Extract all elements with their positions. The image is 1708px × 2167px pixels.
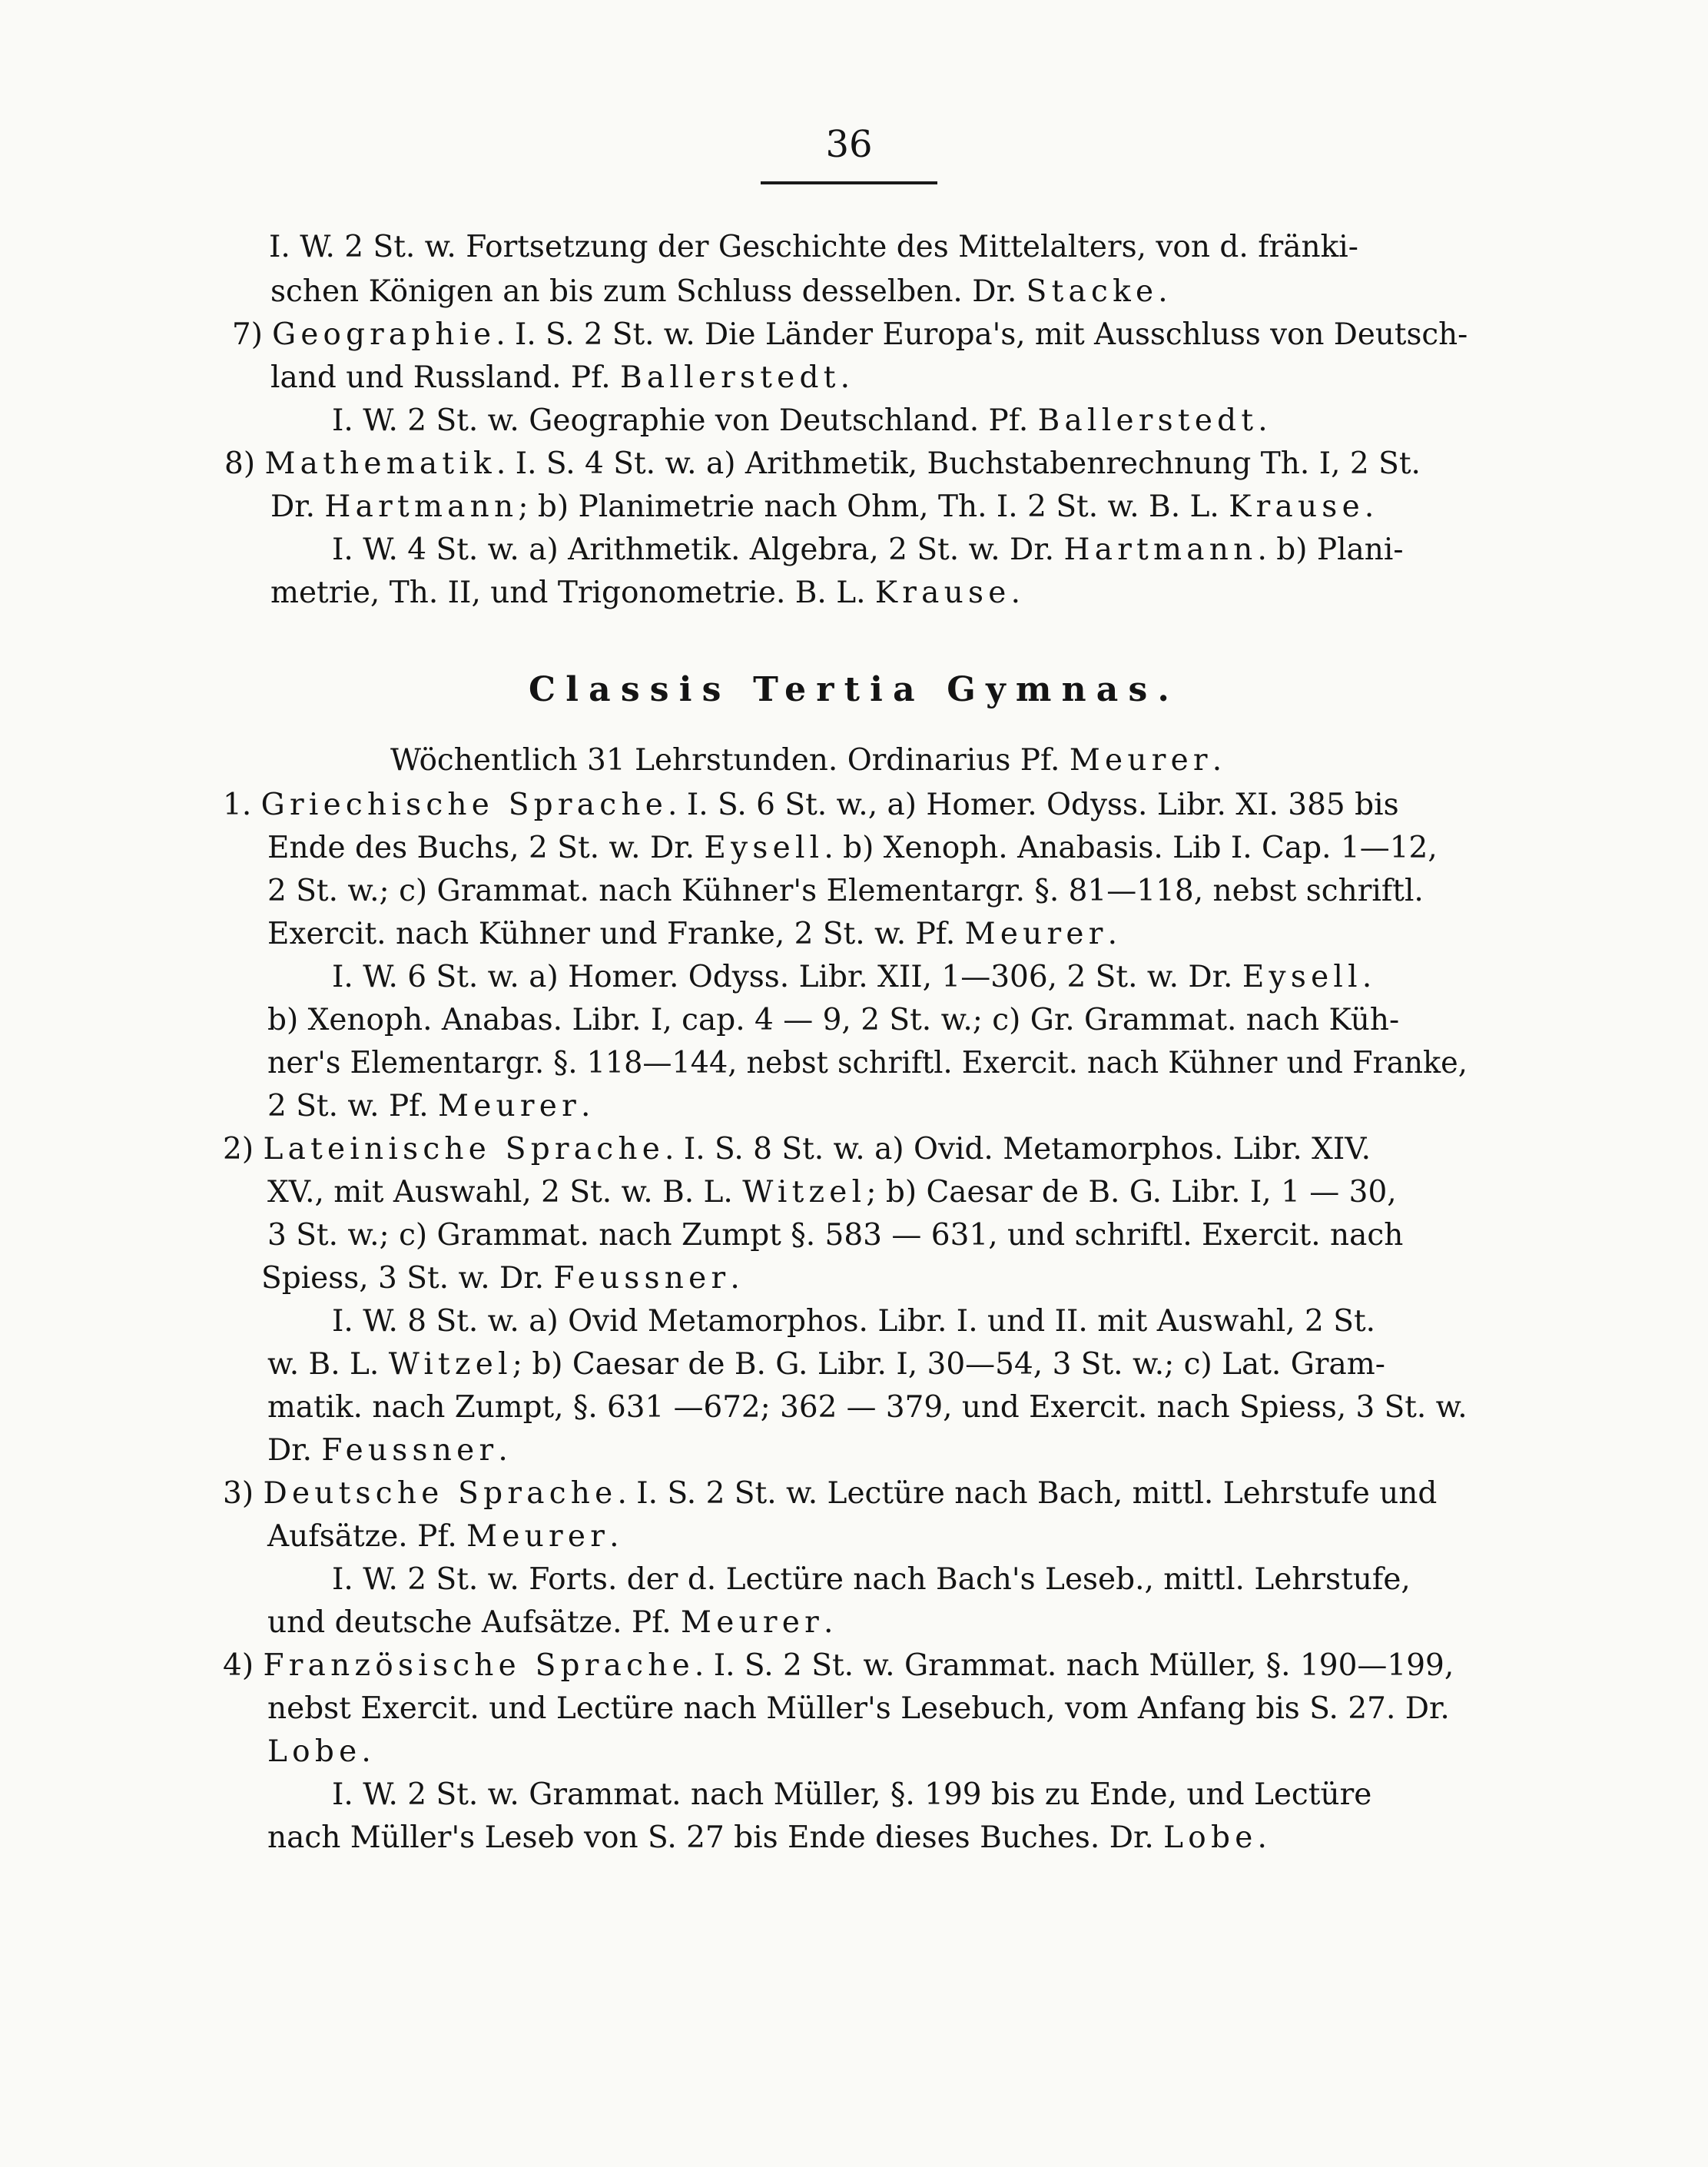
text-run: . I. S. 2 St. w. Lectüre nach Bach, mittl. Lehrstufe und	[617, 1476, 1438, 1511]
text-line	[232, 315, 1468, 355]
text-run: w. B. L.	[267, 1347, 389, 1382]
text-run: .	[730, 1261, 740, 1296]
text-run: .	[1361, 960, 1372, 994]
text-line	[267, 828, 1438, 868]
text-line	[224, 444, 1421, 484]
text-run: . b) Plani-	[1257, 533, 1404, 567]
text-run: XV., mit Auswahl, 2 St. w. B. L.	[267, 1175, 743, 1210]
text-run: .	[1158, 274, 1168, 309]
text-line	[267, 1517, 619, 1557]
spaced-name: Mathematik	[264, 446, 496, 481]
text-run: 1.	[223, 788, 261, 822]
spaced-name: Feussner	[321, 1433, 499, 1468]
text-line	[332, 1302, 1375, 1342]
text-run: Dr.	[267, 1433, 322, 1468]
text-run: ; b) Caesar de B. G. Libr. I, 30—54, 3 St. w.; c) Lat. Gram-	[512, 1347, 1385, 1382]
text-line	[267, 1216, 1403, 1256]
text-line	[332, 401, 1268, 441]
text-line	[267, 1603, 833, 1643]
text-line	[270, 487, 1374, 527]
spaced-name: Krause	[1229, 489, 1365, 524]
spaced-name: Lobe	[1163, 1820, 1258, 1855]
text-run: 3)	[223, 1476, 264, 1511]
text-line	[267, 1818, 1267, 1858]
text-run: schen Königen an bis zum Schluss desselben. Dr.	[270, 274, 1026, 309]
text-run: Exercit. nach Kühner und Franke, 2 St. w. Pf.	[267, 917, 965, 951]
text-line	[332, 1560, 1411, 1600]
spaced-name: Stacke	[1026, 274, 1159, 309]
text-run: I. W. 8 St. w. a) Ovid Metamorphos. Libr. I. und II. mit Auswahl, 2 St.	[332, 1304, 1376, 1339]
text-run: 4)	[223, 1648, 264, 1683]
text-run: Spiess, 3 St. w. Dr.	[261, 1261, 554, 1296]
text-run: ; b) Caesar de B. G. Libr. I, 1 — 30,	[866, 1175, 1397, 1210]
text-run: matik. nach Zumpt, §. 631 —672; 362 — 379, und Exercit. nach Spiess, 3 St. w.	[267, 1390, 1468, 1425]
spaced-name: Eysell	[1242, 960, 1362, 994]
spaced-name: Lobe	[267, 1734, 362, 1769]
text-run: . I. S. 2 St. w. Grammat. nach Müller, §. 190—199,	[694, 1648, 1454, 1683]
text-run: 7)	[232, 317, 273, 352]
spaced-name: Deutsche Sprache	[263, 1476, 618, 1511]
page-number-rule	[761, 181, 937, 184]
text-run: .	[823, 1605, 834, 1640]
text-line	[223, 1646, 1454, 1686]
text-run: und deutsche Aufsätze. Pf.	[267, 1605, 682, 1640]
text-run: .	[1010, 576, 1020, 610]
spaced-name: Witzel	[742, 1175, 867, 1210]
text-run: b) Xenoph. Anabas. Libr. I, cap. 4 — 9, 2 St. w.; c) Gr. Grammat. nach Küh-	[267, 1003, 1400, 1037]
text-run: land und Russland. Pf.	[270, 360, 620, 395]
text-run: I. W. 2 St. w. Forts. der d. Lectüre nach Bach's Leseb., mittl. Lehrstufe,	[332, 1562, 1411, 1597]
text-run: ner's Elementargr. §. 118—144, nebst schriftl. Exercit. nach Kühner und Franke,	[267, 1046, 1468, 1080]
text-run: 2 St. w. Pf.	[267, 1089, 439, 1123]
text-run: Ende des Buchs, 2 St. w. Dr.	[267, 831, 705, 865]
text-run: 2)	[223, 1132, 264, 1166]
section-heading: Classis Tertia Gymnas.	[528, 670, 1180, 709]
text-line	[223, 785, 1399, 825]
text-line	[267, 1173, 1397, 1213]
text-run: .	[580, 1089, 591, 1123]
text-line	[267, 1732, 371, 1772]
spaced-name: Meurer	[681, 1605, 824, 1640]
text-line	[267, 1345, 1385, 1385]
text-run: .	[1212, 743, 1222, 778]
page-number: 36	[825, 123, 873, 166]
spaced-name: Krause	[874, 576, 1011, 610]
text-line	[267, 1689, 1450, 1729]
text-run: . I. S. 6 St. w., a) Homer. Odyss. Libr. XI. 385 bis	[668, 788, 1399, 822]
spaced-name: Meurer	[964, 917, 1108, 951]
text-run: 8)	[224, 446, 265, 481]
text-line	[267, 1001, 1399, 1040]
text-run: I. W. 2 St. w. Grammat. nach Müller, §. 199 bis zu Ende, und Lectüre	[332, 1777, 1372, 1812]
text-run: . I. S. 8 St. w. a) Ovid. Metamorphos. Libr. XIV.	[665, 1132, 1371, 1166]
text-line	[270, 358, 850, 398]
spaced-name: Griechische Sprache	[260, 788, 668, 822]
text-run: .	[1364, 489, 1375, 524]
spaced-name: Meurer	[1069, 743, 1212, 778]
text-run: nebst Exercit. und Lectüre nach Müller's Lesebuch, vom Anfang bis S. 27. Dr.	[267, 1691, 1450, 1726]
spaced-name: Französische Sprache	[263, 1648, 695, 1683]
text-run: 2 St. w.; c) Grammat. nach Kühner's Elementargr. §. 81—118, nebst schriftl.	[267, 874, 1424, 908]
text-run: metrie, Th. II, und Trigonometrie. B. L.	[270, 576, 875, 610]
text-run: .	[1257, 1820, 1267, 1855]
text-line	[267, 871, 1424, 911]
text-run: I. W. 6 St. w. a) Homer. Odyss. Libr. XII, 1—306, 2 St. w. Dr.	[332, 960, 1242, 994]
text-run: I. W. 2 St. w. Fortsetzung der Geschichte des Mittelalters, von d. fränki-	[269, 230, 1358, 264]
text-run: I. W. 2 St. w. Geographie von Deutschland. Pf.	[332, 403, 1038, 438]
spaced-name: Hartmann	[324, 489, 519, 524]
text-run: nach Müller's Leseb von S. 27 bis Ende dieses Buches. Dr.	[267, 1820, 1164, 1855]
text-line	[390, 741, 1222, 781]
text-line	[267, 1044, 1468, 1084]
text-line	[267, 1087, 590, 1127]
text-line	[332, 530, 1404, 570]
spaced-name: Eysell	[704, 831, 824, 865]
text-run: Wöchentlich 31 Lehrstunden. Ordinarius Pf.	[390, 743, 1070, 778]
text-run: Dr.	[270, 489, 325, 524]
text-run: .	[840, 360, 851, 395]
text-run: .	[361, 1734, 371, 1769]
text-run: . b) Xenoph. Anabasis. Lib I. Cap. 1—12,	[824, 831, 1438, 865]
text-line	[270, 573, 1020, 613]
text-line	[332, 1775, 1371, 1815]
spaced-name: Hartmann	[1063, 533, 1258, 567]
text-run: ; b) Planimetrie nach Ohm, Th. I. 2 St. w. B. L.	[518, 489, 1229, 524]
text-line	[223, 1130, 1371, 1170]
spaced-name: Witzel	[388, 1347, 512, 1382]
spaced-name: Meurer	[438, 1089, 581, 1123]
text-line	[223, 1474, 1437, 1514]
text-line	[270, 272, 1168, 312]
spaced-name: Ballerstedt	[620, 360, 841, 395]
text-line	[269, 227, 1358, 267]
text-run: .	[498, 1433, 508, 1468]
text-run: I. W. 4 St. w. a) Arithmetik. Algebra, 2 St. w. Dr.	[332, 533, 1064, 567]
text-run: .	[1107, 917, 1117, 951]
text-run: . I. S. 4 St. w. a) Arithmetik, Buchstabenrechnung Th. I, 2 St.	[496, 446, 1421, 481]
text-run: . I. S. 2 St. w. Die Länder Europa's, mit Ausschluss von Deutsch-	[496, 317, 1468, 352]
text-run: Aufsätze. Pf.	[267, 1519, 467, 1554]
text-line	[267, 914, 1117, 954]
spaced-name: Ballerstedt	[1037, 403, 1259, 438]
spaced-name: Lateinische Sprache	[263, 1132, 665, 1166]
text-line	[261, 1259, 740, 1299]
text-line	[267, 1388, 1468, 1428]
text-line	[267, 1431, 508, 1471]
text-run: .	[1258, 403, 1268, 438]
text-run: 3 St. w.; c) Grammat. nach Zumpt §. 583 — 631, und schriftl. Exercit. nach	[267, 1218, 1404, 1253]
spaced-name: Geographie	[272, 317, 496, 352]
spaced-name: Feussner	[553, 1261, 731, 1296]
spaced-name: Meurer	[466, 1519, 610, 1554]
text-line	[332, 957, 1371, 997]
text-run: .	[609, 1519, 619, 1554]
